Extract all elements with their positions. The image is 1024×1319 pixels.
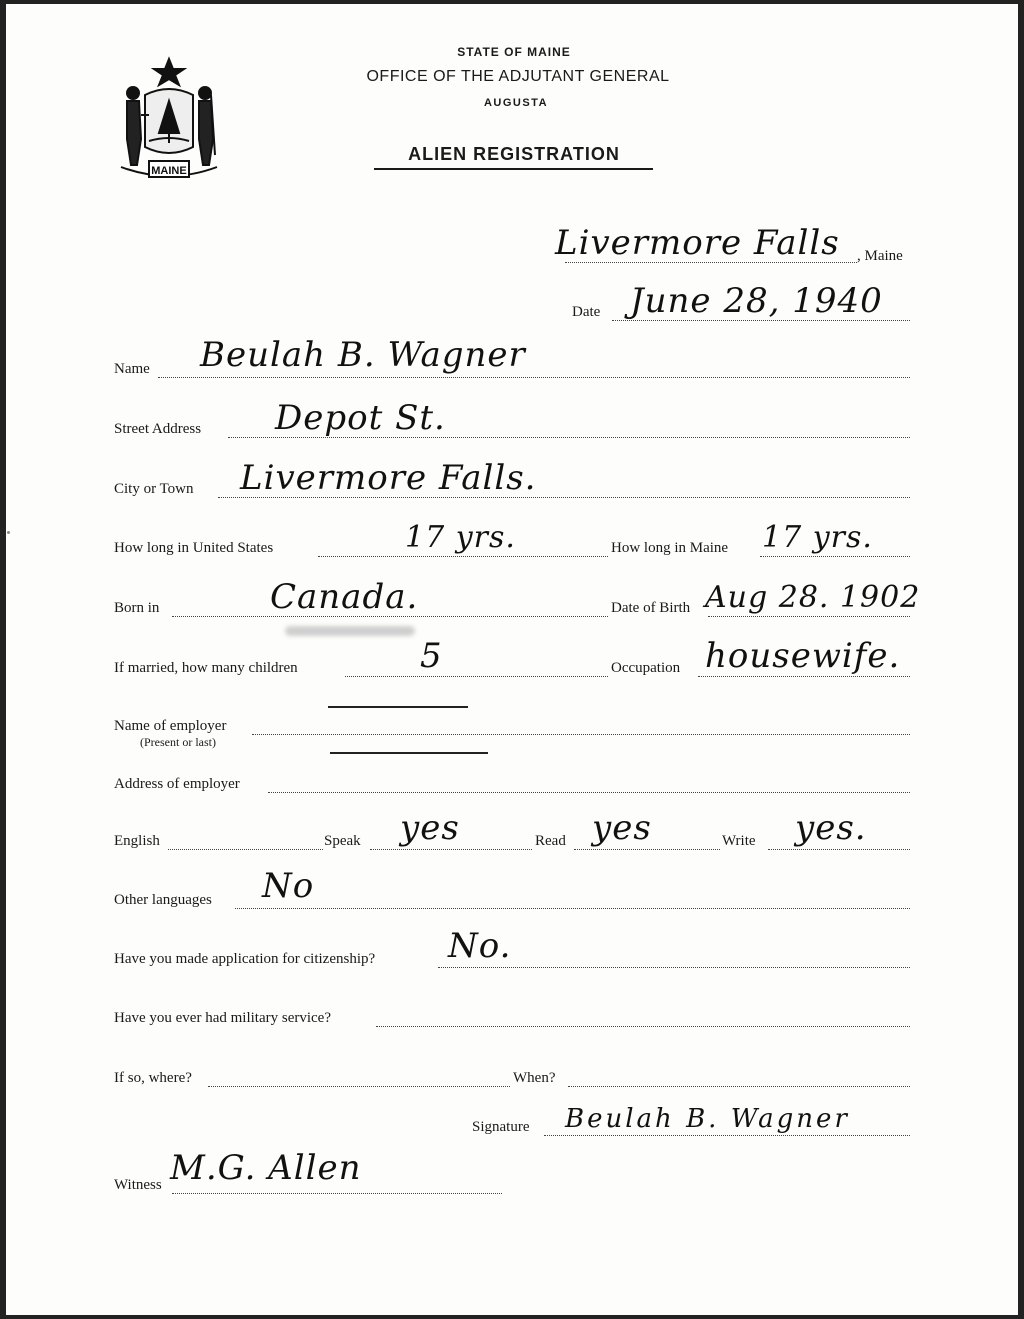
born-in-entry: Canada.: [270, 577, 419, 617]
how-long-maine-line: [760, 556, 910, 557]
how-long-maine-entry: 17 yrs.: [762, 520, 873, 555]
header-city: AUGUSTA: [483, 97, 549, 109]
write-label: Write: [722, 833, 756, 849]
children-entry: 5: [420, 636, 443, 676]
occupation-line: [698, 676, 910, 677]
employer-address-line: [268, 792, 910, 793]
english-line: [168, 849, 323, 850]
speak-line: [370, 849, 532, 850]
speak-label: Speak: [324, 833, 361, 849]
street-address-label: Street Address: [114, 421, 202, 437]
speak-entry: yes: [400, 808, 460, 848]
witness-entry: M.G. Allen: [170, 1148, 362, 1188]
read-line: [574, 849, 720, 850]
citizenship-entry: No.: [448, 926, 512, 966]
name-entry: Beulah B. Wagner: [200, 335, 526, 375]
name-label: Name: [114, 361, 150, 377]
signature-line: [544, 1135, 910, 1136]
when-line: [568, 1086, 910, 1087]
occupation-entry: housewife.: [705, 636, 901, 676]
employer-name-label: Name of employer: [114, 718, 227, 734]
write-entry: yes.: [795, 808, 867, 848]
citizenship-label: Have you made application for citizenship?: [114, 951, 376, 967]
write-line: [768, 849, 910, 850]
scan-border-left: [0, 0, 6, 1319]
other-languages-label: Other languages: [114, 892, 212, 908]
date-of-birth-label: Date of Birth: [611, 600, 691, 616]
seal-ribbon-text: MAINE: [151, 165, 187, 177]
date-label: Date: [572, 304, 601, 320]
employer-address-dash: [330, 752, 488, 754]
how-long-us-label: How long in United States: [114, 540, 274, 556]
witness-line: [172, 1193, 502, 1194]
military-label: Have you ever had military service?: [114, 1010, 331, 1026]
english-label: English: [114, 833, 160, 849]
when-label: When?: [513, 1070, 556, 1086]
date-entry: June 28, 1940: [630, 281, 883, 321]
ink-smudge: [285, 626, 415, 636]
scan-border-bottom: [0, 1315, 1024, 1319]
name-line: [158, 377, 910, 378]
scan-border-top: [0, 0, 1024, 4]
other-languages-line: [235, 908, 910, 909]
header-state: STATE OF MAINE: [457, 45, 571, 59]
born-in-label: Born in: [114, 600, 160, 616]
city-town-label: City or Town: [114, 481, 194, 497]
witness-label: Witness: [114, 1177, 162, 1193]
how-long-us-line: [318, 556, 608, 557]
how-long-maine-label: How long in Maine: [611, 540, 729, 556]
if-so-where-label: If so, where?: [114, 1070, 192, 1086]
city-town-entry: Livermore Falls.: [240, 458, 537, 498]
if-so-where-line: [208, 1086, 510, 1087]
signature-entry: Beulah B. Wagner: [565, 1104, 850, 1134]
scan-border-right: [1018, 0, 1024, 1319]
street-address-entry: Depot St.: [275, 398, 446, 438]
town-entry: Livermore Falls: [555, 223, 840, 263]
date-of-birth-line: [708, 616, 910, 617]
employer-name-dash: [328, 706, 468, 708]
other-languages-entry: No: [262, 866, 315, 906]
read-entry: yes: [592, 808, 652, 848]
employer-address-label: Address of employer: [114, 776, 240, 792]
children-line: [345, 676, 608, 677]
maine-label: , Maine: [857, 248, 903, 264]
date-of-birth-entry: Aug 28. 1902: [705, 580, 921, 615]
signature-label: Signature: [472, 1119, 530, 1135]
occupation-label: Occupation: [611, 660, 681, 676]
title-underline: [374, 168, 653, 170]
military-line: [376, 1026, 910, 1027]
children-label: If married, how many children: [114, 660, 298, 676]
employer-name-line: [252, 734, 910, 735]
read-label: Read: [535, 833, 566, 849]
how-long-us-entry: 17 yrs.: [405, 520, 516, 555]
form-title: ALIEN REGISTRATION: [408, 144, 620, 164]
header-office: OFFICE OF THE ADJUTANT GENERAL: [366, 68, 670, 85]
employer-note-label: (Present or last): [140, 735, 216, 749]
citizenship-line: [438, 967, 910, 968]
scan-speck: [7, 531, 10, 534]
